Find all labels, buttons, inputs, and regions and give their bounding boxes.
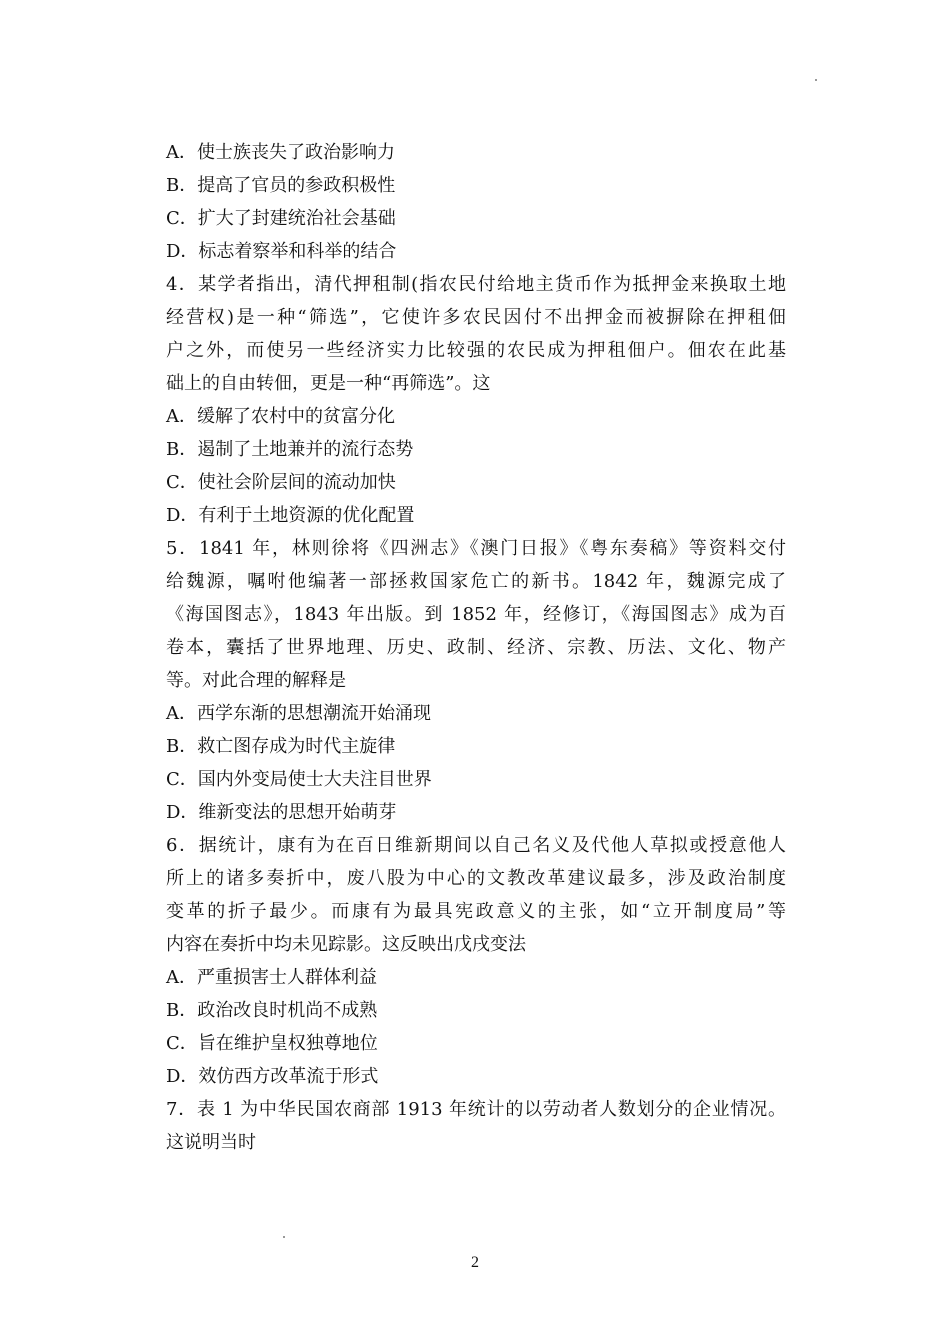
q3-option-d: D．标志着察举和科举的结合 [166, 241, 397, 262]
q4-option-a: A．缓解了农村中的贫富分化 [166, 406, 395, 427]
q6-stem-line-2: 所上的诸多奏折中，废八股为中心的文教改革建议最多，涉及政治制度 [166, 868, 786, 889]
q3-option-a: A．使士族丧失了政治影响力 [166, 142, 395, 163]
q5-option-d: D．维新变法的思想开始萌芽 [166, 802, 397, 823]
q6-option-d: D．效仿西方改革流于形式 [166, 1066, 379, 1087]
q5-stem-line-5: 等。对此合理的解释是 [166, 670, 346, 691]
scan-mark-bottom [283, 1236, 285, 1238]
q6-stem-line-4: 内容在奏折中均未见踪影。这反映出戊戌变法 [166, 934, 526, 955]
q3-option-c: C．扩大了封建统治社会基础 [166, 208, 396, 229]
page-number: 2 [471, 1254, 479, 1271]
q6-option-c: C．旨在维护皇权独尊地位 [166, 1033, 378, 1054]
q6-stem-line-1: 6．据统计，康有为在百日维新期间以自己名义及代他人草拟或授意他人 [166, 835, 786, 856]
q4-stem-line-2: 经营权)是一种“筛选”，它使许多农民因付不出押金而被摒除在押租佃 [166, 307, 786, 328]
q4-option-c: C．使社会阶层间的流动加快 [166, 472, 396, 493]
q3-option-b: B．提高了官员的参政积极性 [166, 175, 396, 196]
q4-stem-line-3: 户之外，而使另一些经济实力比较强的农民成为押租佃户。佃农在此基 [166, 340, 786, 361]
q5-option-b: B．救亡图存成为时代主旋律 [166, 736, 396, 757]
q6-option-a: A．严重损害士人群体利益 [166, 967, 377, 988]
q7-stem-line-2: 这说明当时 [166, 1132, 256, 1153]
q7-stem-line-1: 7．表 1 为中华民国农商部 1913 年统计的以劳动者人数划分的企业情况。 [166, 1099, 786, 1120]
q5-option-a: A．西学东渐的思想潮流开始涌现 [166, 703, 431, 724]
q6-stem-line-3: 变革的折子最少。而康有为最具宪政意义的主张，如“立开制度局”等 [166, 901, 786, 922]
q5-stem-line-3: 《海国图志》，1843 年出版。到 1852 年，经修订，《海国图志》成为百 [166, 604, 786, 625]
q5-stem-line-4: 卷本，囊括了世界地理、历史、政制、经济、宗教、历法、文化、物产 [166, 637, 786, 658]
q5-option-c: C．国内外变局使士大夫注目世界 [166, 769, 432, 790]
question-content [166, 136, 786, 1159]
q4-option-b: B．遏制了土地兼并的流行态势 [166, 439, 414, 460]
q6-option-b: B．政治改良时机尚不成熟 [166, 1000, 378, 1021]
q4-stem-line-1: 4．某学者指出，清代押租制(指农民付给地主货币作为抵押金来换取土地 [166, 274, 786, 295]
q5-stem-line-1: 5．1841 年，林则徐将《四洲志》《澳门日报》《粤东奏稿》等资料交付 [166, 538, 786, 559]
scan-mark-top [815, 79, 817, 81]
q4-stem-line-4: 础上的自由转佃，更是一种“再筛选”。这 [166, 373, 491, 394]
q4-option-d: D．有利于土地资源的优化配置 [166, 505, 415, 526]
q5-stem-line-2: 给魏源，嘱咐他编著一部拯救国家危亡的新书。1842 年，魏源完成了 [166, 571, 786, 592]
